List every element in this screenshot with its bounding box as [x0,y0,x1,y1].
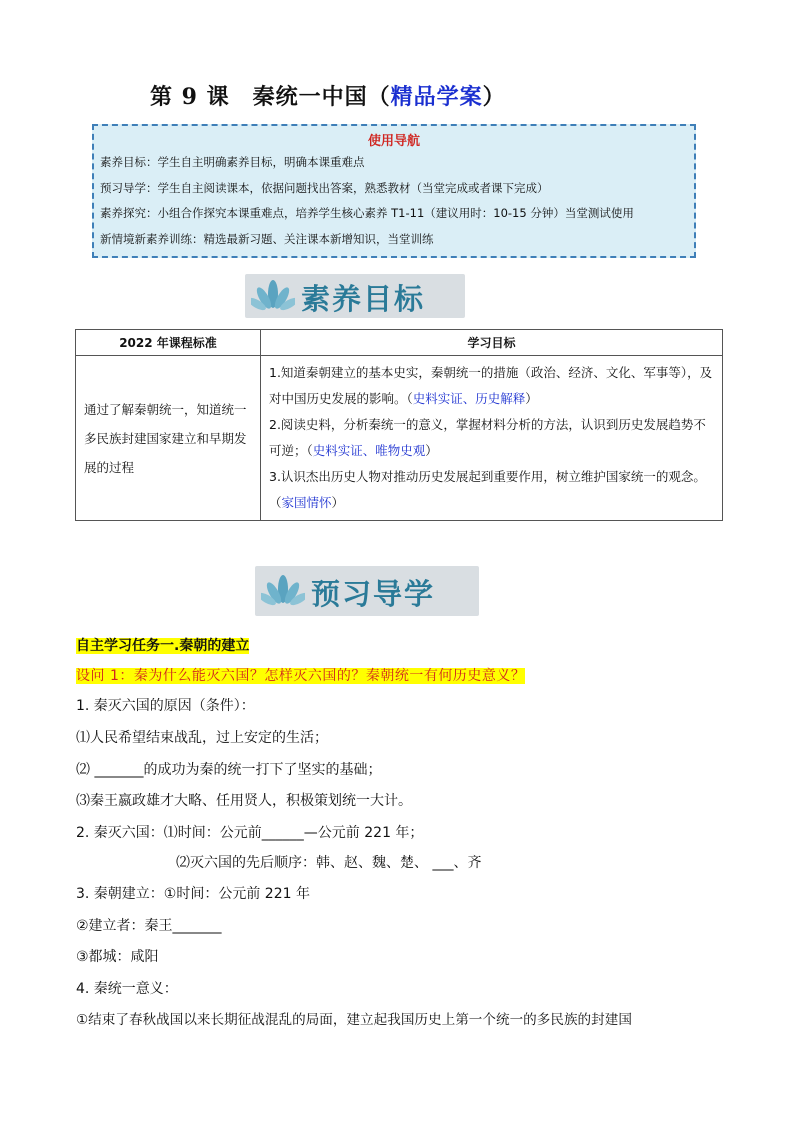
section-banner-preview [255,566,479,616]
study-question-text: 设问 1：秦为什么能灭六国？怎样灭六国的？秦朝统一有何历史意义？ [76,668,526,684]
study-line: ⑵ _______的成功为秦的统一打下了坚实的基础； [76,762,382,778]
lotus-icon [261,572,305,610]
goal-2 [269,412,714,464]
goal-2-end: ） [425,443,438,458]
goal-3-end: ） [331,495,345,510]
study-line: 3. 秦朝建立：①时间：公元前 221 年 [76,886,310,902]
section-banner-goals [245,274,465,318]
goal-1-text: 1.知道秦朝建立的基本史实，秦朝统一的措施（政治、经济、文化、军事等），及对中国历史发展的影响。（ [269,365,713,406]
study-line: ③都城：咸阳 [76,949,159,965]
goal-1-keywords: 史料实证、历史解释 [412,391,526,406]
study-line: ⑵灭六国的先后顺序：韩、赵、魏、楚、 ___、齐 [176,855,482,871]
usage-guide-box [92,124,696,258]
study-task-heading [76,635,249,655]
banner-preview-text: 预习导学 [311,577,436,611]
study-line: ⑶秦王嬴政雄才大略、任用贤人，积极策划统一大计。 [76,793,412,809]
usage-guide-heading: 使用导航 [367,134,420,149]
study-line: 2. 秦灭六国：⑴时间：公元前______—公元前 221 年； [76,825,424,841]
goals-table [75,329,723,521]
banner-goals-text: 素养目标 [301,282,426,316]
study-line: ①结束了春秋战国以来长期征战混乱的局面，建立起我国历史上第一个统一的多民族的封建国 [76,1012,632,1028]
study-question [76,665,525,685]
study-line: ⑴人民希望结束战乱，过上安定的生活； [76,730,328,746]
title-highlight: 精品学案 [390,84,483,110]
goal-2-keywords: 史料实证、唯物史观 [312,443,426,458]
guide-line-preview: 预习导学：学生自主阅读课本，依据问题找出答案，熟悉教材（当堂完成或者课下完成） [100,180,549,195]
guide-line-explore: 素养探究：小组合作探究本课重难点，培养学生核心素养 T1-11（建议用时：10-15 分钟）当堂测试使用 [100,206,634,220]
header-goals: 学习目标 [261,330,723,356]
goal-1-end: ） [525,391,538,406]
table-header-row [76,330,723,356]
learning-goals [261,356,723,521]
study-line: ②建立者：秦王_______ [76,918,222,934]
goal-3-keywords: 家国情怀 [281,495,332,510]
curriculum-standard: 通过了解秦朝统一，知道统一多民族封建国家建立和早期发展的过程 [76,356,261,521]
title-main: 第 9 课 秦统一中国（ [150,84,391,110]
guide-line-goals: 素养目标：学生自主明确素养目标，明确本课重难点 [100,155,365,169]
guide-line-training: 新情境新素养训练：精选最新习题、关注课本新增知识，当堂训练 [100,231,434,246]
table-row [76,356,723,521]
page-title [150,80,506,111]
header-standard: 2022 年课程标准 [76,330,261,356]
study-task-text: 自主学习任务一.秦朝的建立 [76,638,250,654]
goal-1 [269,360,714,412]
study-line: 1. 秦灭六国的原因（条件）： [76,698,255,714]
goal-3 [269,464,714,516]
study-line: 4. 秦统一意义： [76,981,178,997]
goal-3-text: 3.认识杰出历史人物对推动历史发展起到重要作用，树立维护国家统一的观念。（ [269,469,706,510]
goal-2-text: 2.阅读史料，分析秦统一的意义，掌握材料分析的方法，认识到历史发展趋势不可逆；（ [269,417,706,458]
lotus-icon [251,277,295,315]
title-close: ） [482,84,506,110]
